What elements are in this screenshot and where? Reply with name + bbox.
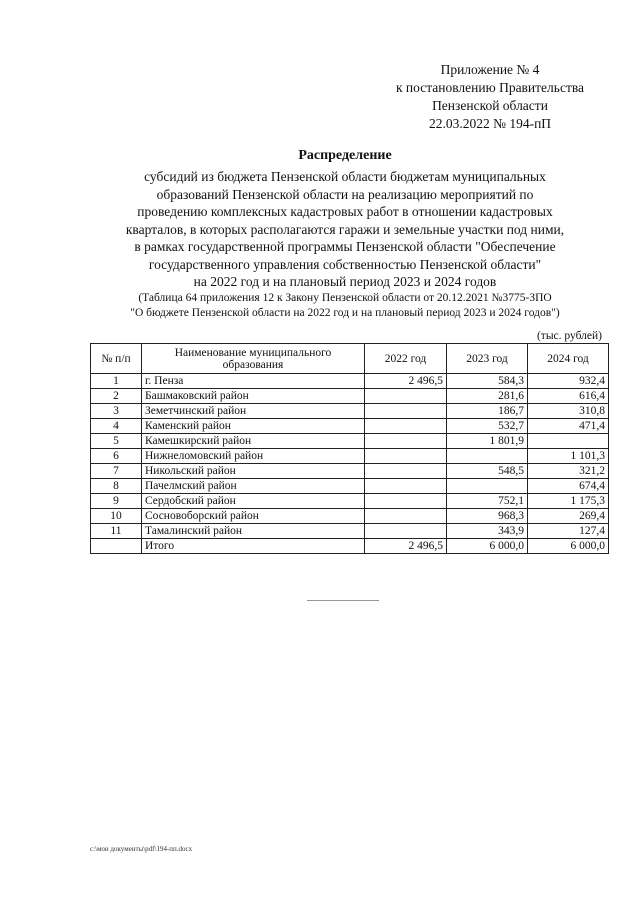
table-row (91, 449, 609, 464)
cell-num: 2 (91, 389, 142, 404)
cell-2023: 532,7 (447, 419, 528, 434)
table-row (91, 509, 609, 524)
cell-2024: 1 175,3 (528, 494, 609, 509)
subtitle-line: проведению комплексных кадастровых работ в отношении кадастровых (137, 204, 553, 219)
cell-2024: 471,4 (528, 419, 609, 434)
cell-num: 7 (91, 464, 142, 479)
subtitle-line: субсидий из бюджета Пензенской области бюджетам муниципальных (144, 169, 546, 184)
cell-2022: 2 496,5 (365, 539, 447, 554)
cell-2022: 2 496,5 (365, 374, 447, 389)
cell-2024: 932,4 (528, 374, 609, 389)
appendix-line-2: к постановлению Правительства (395, 80, 585, 95)
cell-2023: 968,3 (447, 509, 528, 524)
cell-2024: 310,8 (528, 404, 609, 419)
cell-name: Итого (142, 539, 365, 554)
cell-name: Камешкирский район (142, 434, 365, 449)
document-subtitle (90, 168, 600, 321)
cell-2022 (365, 479, 447, 494)
cell-2023: 186,7 (447, 404, 528, 419)
table-body (91, 374, 609, 554)
cell-2023: 1 801,9 (447, 434, 528, 449)
cell-2022 (365, 524, 447, 539)
cell-name: Каменский район (142, 419, 365, 434)
table-row (91, 434, 609, 449)
header-2022: 2022 год (365, 344, 447, 374)
cell-2024 (528, 434, 609, 449)
cell-num: 3 (91, 404, 142, 419)
cell-2023: 752,1 (447, 494, 528, 509)
cell-2023 (447, 479, 528, 494)
cell-num: 5 (91, 434, 142, 449)
cell-2024: 321,2 (528, 464, 609, 479)
table-row (91, 479, 609, 494)
cell-num: 1 (91, 374, 142, 389)
cell-2024: 269,4 (528, 509, 609, 524)
table-header-row (91, 344, 609, 374)
cell-2023: 584,3 (447, 374, 528, 389)
subtitle-line: образований Пензенской области на реализацию мероприятий по (156, 186, 534, 202)
cell-name: Тамалинский район (142, 524, 365, 539)
table-row (91, 524, 609, 539)
cell-2022 (365, 389, 447, 404)
cell-2022 (365, 509, 447, 524)
header-2024: 2024 год (528, 344, 609, 374)
footer-file-path: c:\мои документы\pdf\194-пп.docx (90, 845, 193, 853)
cell-2024: 127,4 (528, 524, 609, 539)
subtitle-line: государственного управления собственностью Пензенской области" (148, 256, 542, 272)
cell-2022 (365, 434, 447, 449)
table-row (91, 419, 609, 434)
cell-2024: 616,4 (528, 389, 609, 404)
units-label: (тыс. рублей) (536, 330, 602, 342)
cell-2022 (365, 494, 447, 509)
separator-line (307, 600, 379, 601)
table-row (91, 464, 609, 479)
cell-2023 (447, 449, 528, 464)
table-row (91, 374, 609, 389)
cell-2024: 6 000,0 (528, 539, 609, 554)
cell-2023: 343,9 (447, 524, 528, 539)
law-reference-line: (Таблица 64 приложения 12 к Закону Пензенской области от 20.12.2021 №3775-ЗПО (138, 291, 552, 304)
table-row (91, 389, 609, 404)
subtitle-line: на 2022 год и на плановый период 2023 и 2024 годов (193, 274, 497, 289)
law-reference-line: "О бюджете Пензенской области на 2022 год и на плановый период 2023 и 2024 годов") (130, 306, 560, 319)
cell-2022 (365, 404, 447, 419)
cell-num: 10 (91, 509, 142, 524)
cell-2023: 6 000,0 (447, 539, 528, 554)
subsidy-table (90, 343, 609, 554)
table-total-row (91, 539, 609, 554)
cell-num: 8 (91, 479, 142, 494)
subtitle-line: кварталов, в которых располагаются гаражи и земельные участки под ними, (125, 221, 565, 237)
table-row (91, 494, 609, 509)
header-num: № п/п (91, 344, 142, 374)
cell-name: Никольский район (142, 464, 365, 479)
cell-2022 (365, 464, 447, 479)
cell-num: 6 (91, 449, 142, 464)
table-row (91, 404, 609, 419)
cell-2023: 548,5 (447, 464, 528, 479)
appendix-line-1: Приложение № 4 (440, 62, 540, 77)
cell-num: 11 (91, 524, 142, 539)
appendix-header (375, 61, 605, 133)
cell-num: 9 (91, 494, 142, 509)
cell-name: Пачелмский район (142, 479, 365, 494)
cell-name: Земетчинский район (142, 404, 365, 419)
cell-name: г. Пенза (142, 374, 365, 389)
appendix-line-4: 22.03.2022 № 194-пП (428, 116, 552, 131)
cell-2023: 281,6 (447, 389, 528, 404)
cell-num (91, 539, 142, 554)
document-title: Распределение (298, 148, 392, 163)
cell-name: Башмаковский район (142, 389, 365, 404)
cell-name: Сосновоборский район (142, 509, 365, 524)
appendix-line-3: Пензенской области (432, 98, 548, 113)
cell-num: 4 (91, 419, 142, 434)
cell-name: Нижнеломовский район (142, 449, 365, 464)
cell-2022 (365, 449, 447, 464)
cell-2022 (365, 419, 447, 434)
header-2023: 2023 год (447, 344, 528, 374)
cell-2024: 1 101,3 (528, 449, 609, 464)
cell-name: Сердобский район (142, 494, 365, 509)
cell-2024: 674,4 (528, 479, 609, 494)
header-name: Наименование муниципального образования (142, 344, 365, 374)
subtitle-line: в рамках государственной программы Пензенской области "Обеспечение (134, 239, 556, 254)
